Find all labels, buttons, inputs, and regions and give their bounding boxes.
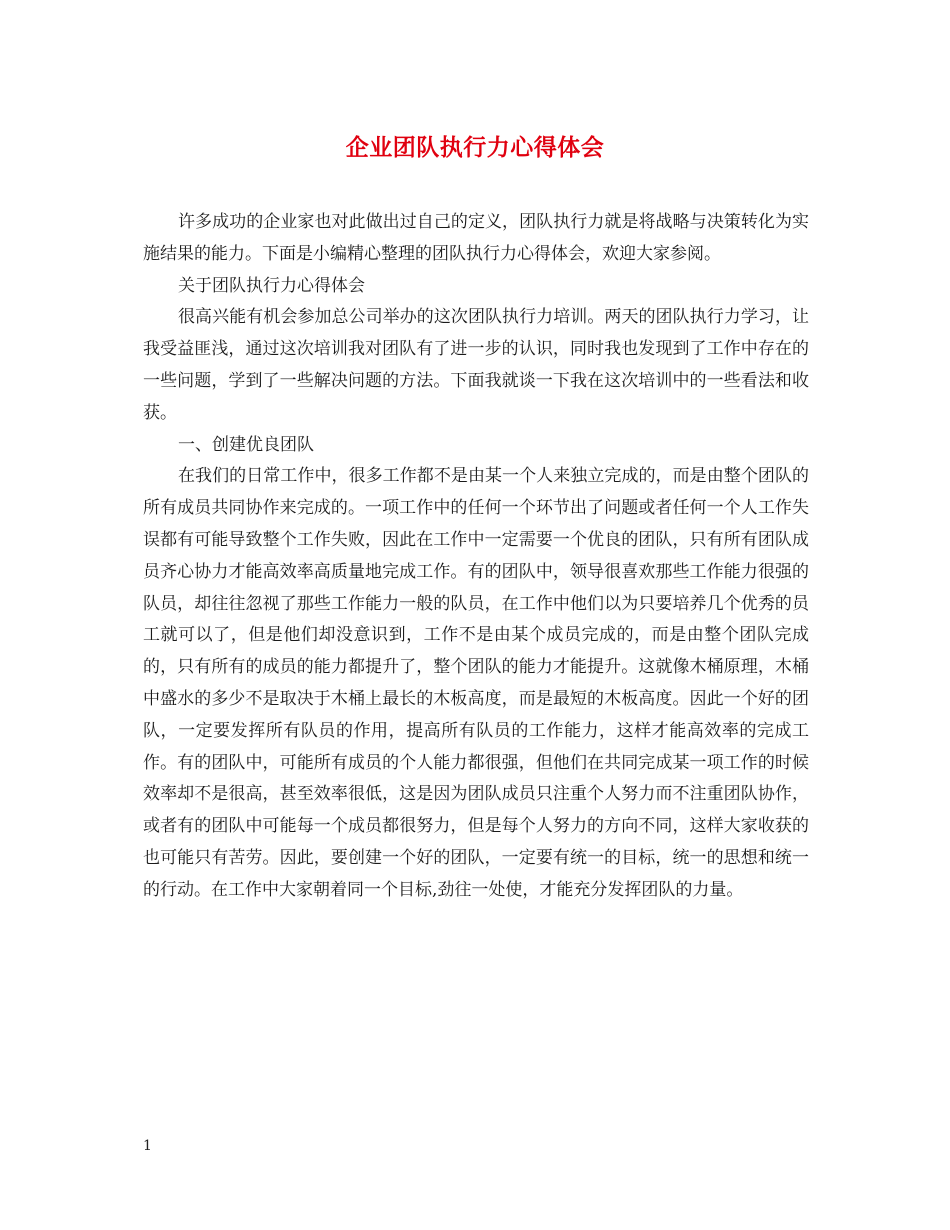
training-paragraph: 很高兴能有机会参加总公司举办的这次团队执行力培训。两天的团队执行力学习，让我受益匪浅，通过这次培训我对团队有了进一步的认识，同时我也发现到了工作中存在的一些问题，学到了一些解决问题的方法。下面我就谈一下我在这次培训中的一些看法和收获。 xyxy=(143,307,809,423)
document-title: 企业团队执行力心得体会 xyxy=(345,134,605,161)
document-body xyxy=(143,207,809,907)
subheading-paragraph: 关于团队执行力心得体会 xyxy=(178,275,365,296)
page-number: 1 xyxy=(143,1138,152,1154)
section-heading: 一、创建优良团队 xyxy=(178,434,314,455)
section-body-paragraph: 在我们的日常工作中，很多工作都不是由某一个人来独立完成的，而是由整个团队的所有成员共同协作来完成的。一项工作中的任何一个环节出了问题或者任何一个人工作失误都有可能导致整个工作失败，因此在工作中一定需要一个优良的团队，只有所有团队成员齐心协力才能高效率高质量地完成工作。有的团队中，领导很喜欢那些工作能力很强的队员，却往往忽视了那些工作能力一般的队员，在工作中他们以为只要培养几个优秀的员工就可以了，但是他们却没意识到，工作不是由某个成员完成的，而是由整个团队完成的，只有所有的成员的能力都提升了，整个团队的能力才能提升。这就像木桶原理，木桶中盛水的多少不是取决于木桶上最长的木板高度，而是最短的木板高度。因此一个好的团队，一定要发挥所有队员的作用，提高所有队员的工作能力，这样才能高效率的完成工作。有的团队中，可能所有成员的个人能力都很强，但他们在共同完成某一项工作的时候效率却不是很高，甚至效率很低，这是因为团队成员只注重个人努力而不注重团队协作，或者有的团队中可能每一个成员都很努力，但是每个人努力的方向不同，这样大家收获的也可能只有苦劳。因此，要创建一个好的团队，一定要有统一的目标，统一的思想和统一的行动。在工作中大家朝着同一个目标,劲往一处使，才能充分发挥团队的力量。 xyxy=(143,466,809,900)
intro-paragraph: 许多成功的企业家也对此做出过自己的定义，团队执行力就是将战略与决策转化为实施结果的能力。下面是小编精心整理的团队执行力心得体会，欢迎大家参阅。 xyxy=(143,212,809,264)
